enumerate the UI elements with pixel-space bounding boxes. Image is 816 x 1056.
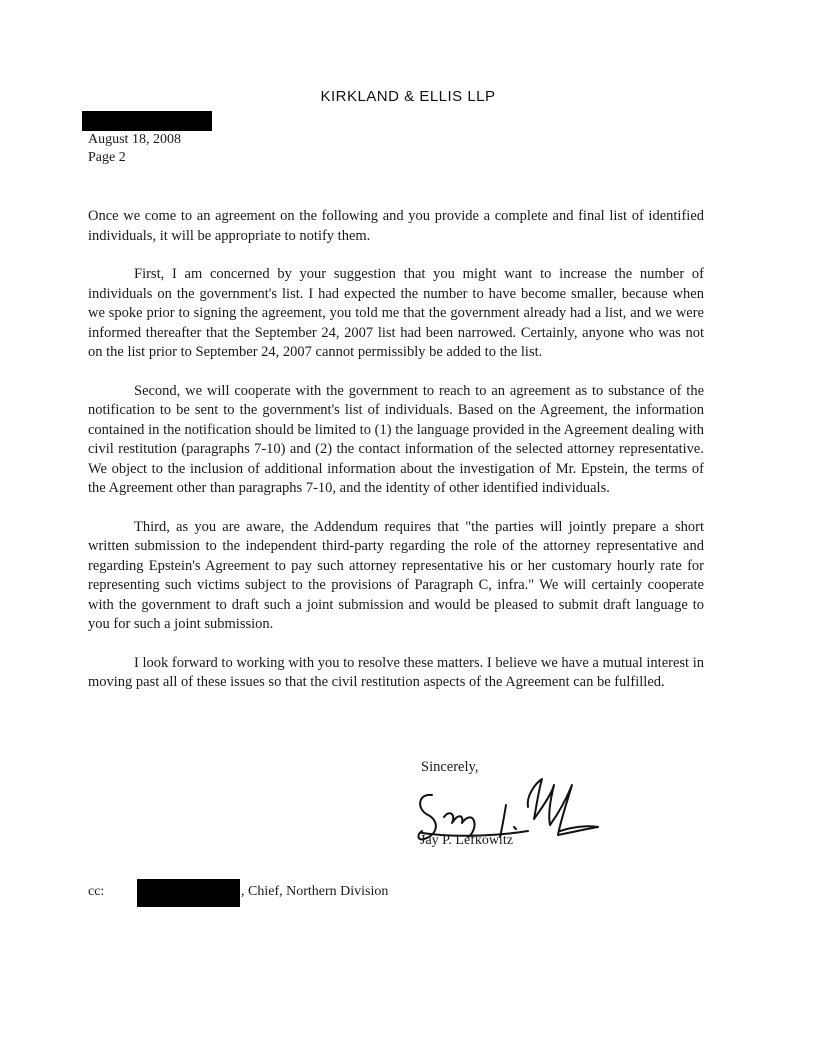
- paragraph-first: First, I am concerned by your suggestion that you might want to increase the number of individuals on the government's list. I had expected the number to have become smaller, because when we spoke prior to signing the agreement, you told me that the government already had a list, and we were informed thereafter that the September 24, 2007 list had been narrowed. Certainly, anyone who was not on the list prior to September 24, 2007 cannot permissibly be added to the list.: [88, 266, 704, 360]
- paragraph-second: Second, we will cooperate with the government to reach to an agreement as to substance of the notification to be sent to the government's list of individuals. Based on the Agreement, the information contained in the notification should be limited to (1) the language provided in the Agreement dealing with civil restitution (paragraphs 7-10) and (2) the contact information of the selected attorney representative. We object to the inclusion of additional information about the investigation of Mr. Epstein, the terms of the Agreement other than paragraphs 7-10, and the identity of other identified individuals.: [88, 382, 704, 496]
- letter-body: [88, 207, 704, 712]
- letter-date: August 18, 2008: [88, 132, 181, 147]
- signer-name: Jay P. Lefkowitz: [420, 833, 513, 848]
- cc-label: cc:: [88, 884, 105, 899]
- redaction-bar: [137, 879, 240, 907]
- cc-recipient: , Chief, Northern Division: [241, 884, 389, 899]
- redaction-bar: [82, 111, 212, 131]
- paragraph-intro: Once we come to an agreement on the following and you provide a complete and final list of identified individuals, it will be appropriate to notify them.: [88, 208, 704, 244]
- letter-header: [88, 131, 181, 167]
- paragraph-third: Third, as you are aware, the Addendum requires that "the parties will jointly prepare a short written submission to the independent third-party regarding the role of the attorney representative and regarding Epstein's Agreement to pay such attorney representative his or her customary hourly rate for representing such victims subject to the provisions of Paragraph C, infra." We will certainly cooperate with the government to draft such a joint submission and would be pleased to submit draft language to you for such a joint submission.: [88, 518, 704, 632]
- page-number: Page 2: [88, 150, 126, 165]
- firm-letterhead: KIRKLAND & ELLIS LLP: [320, 88, 496, 105]
- paragraph-closing: I look forward to working with you to resolve these matters. I believe we have a mutual interest in moving past all of these issues so that the civil restitution aspects of the Agreement can be fulfilled.: [88, 654, 704, 690]
- closing-salutation: Sincerely,: [421, 759, 479, 775]
